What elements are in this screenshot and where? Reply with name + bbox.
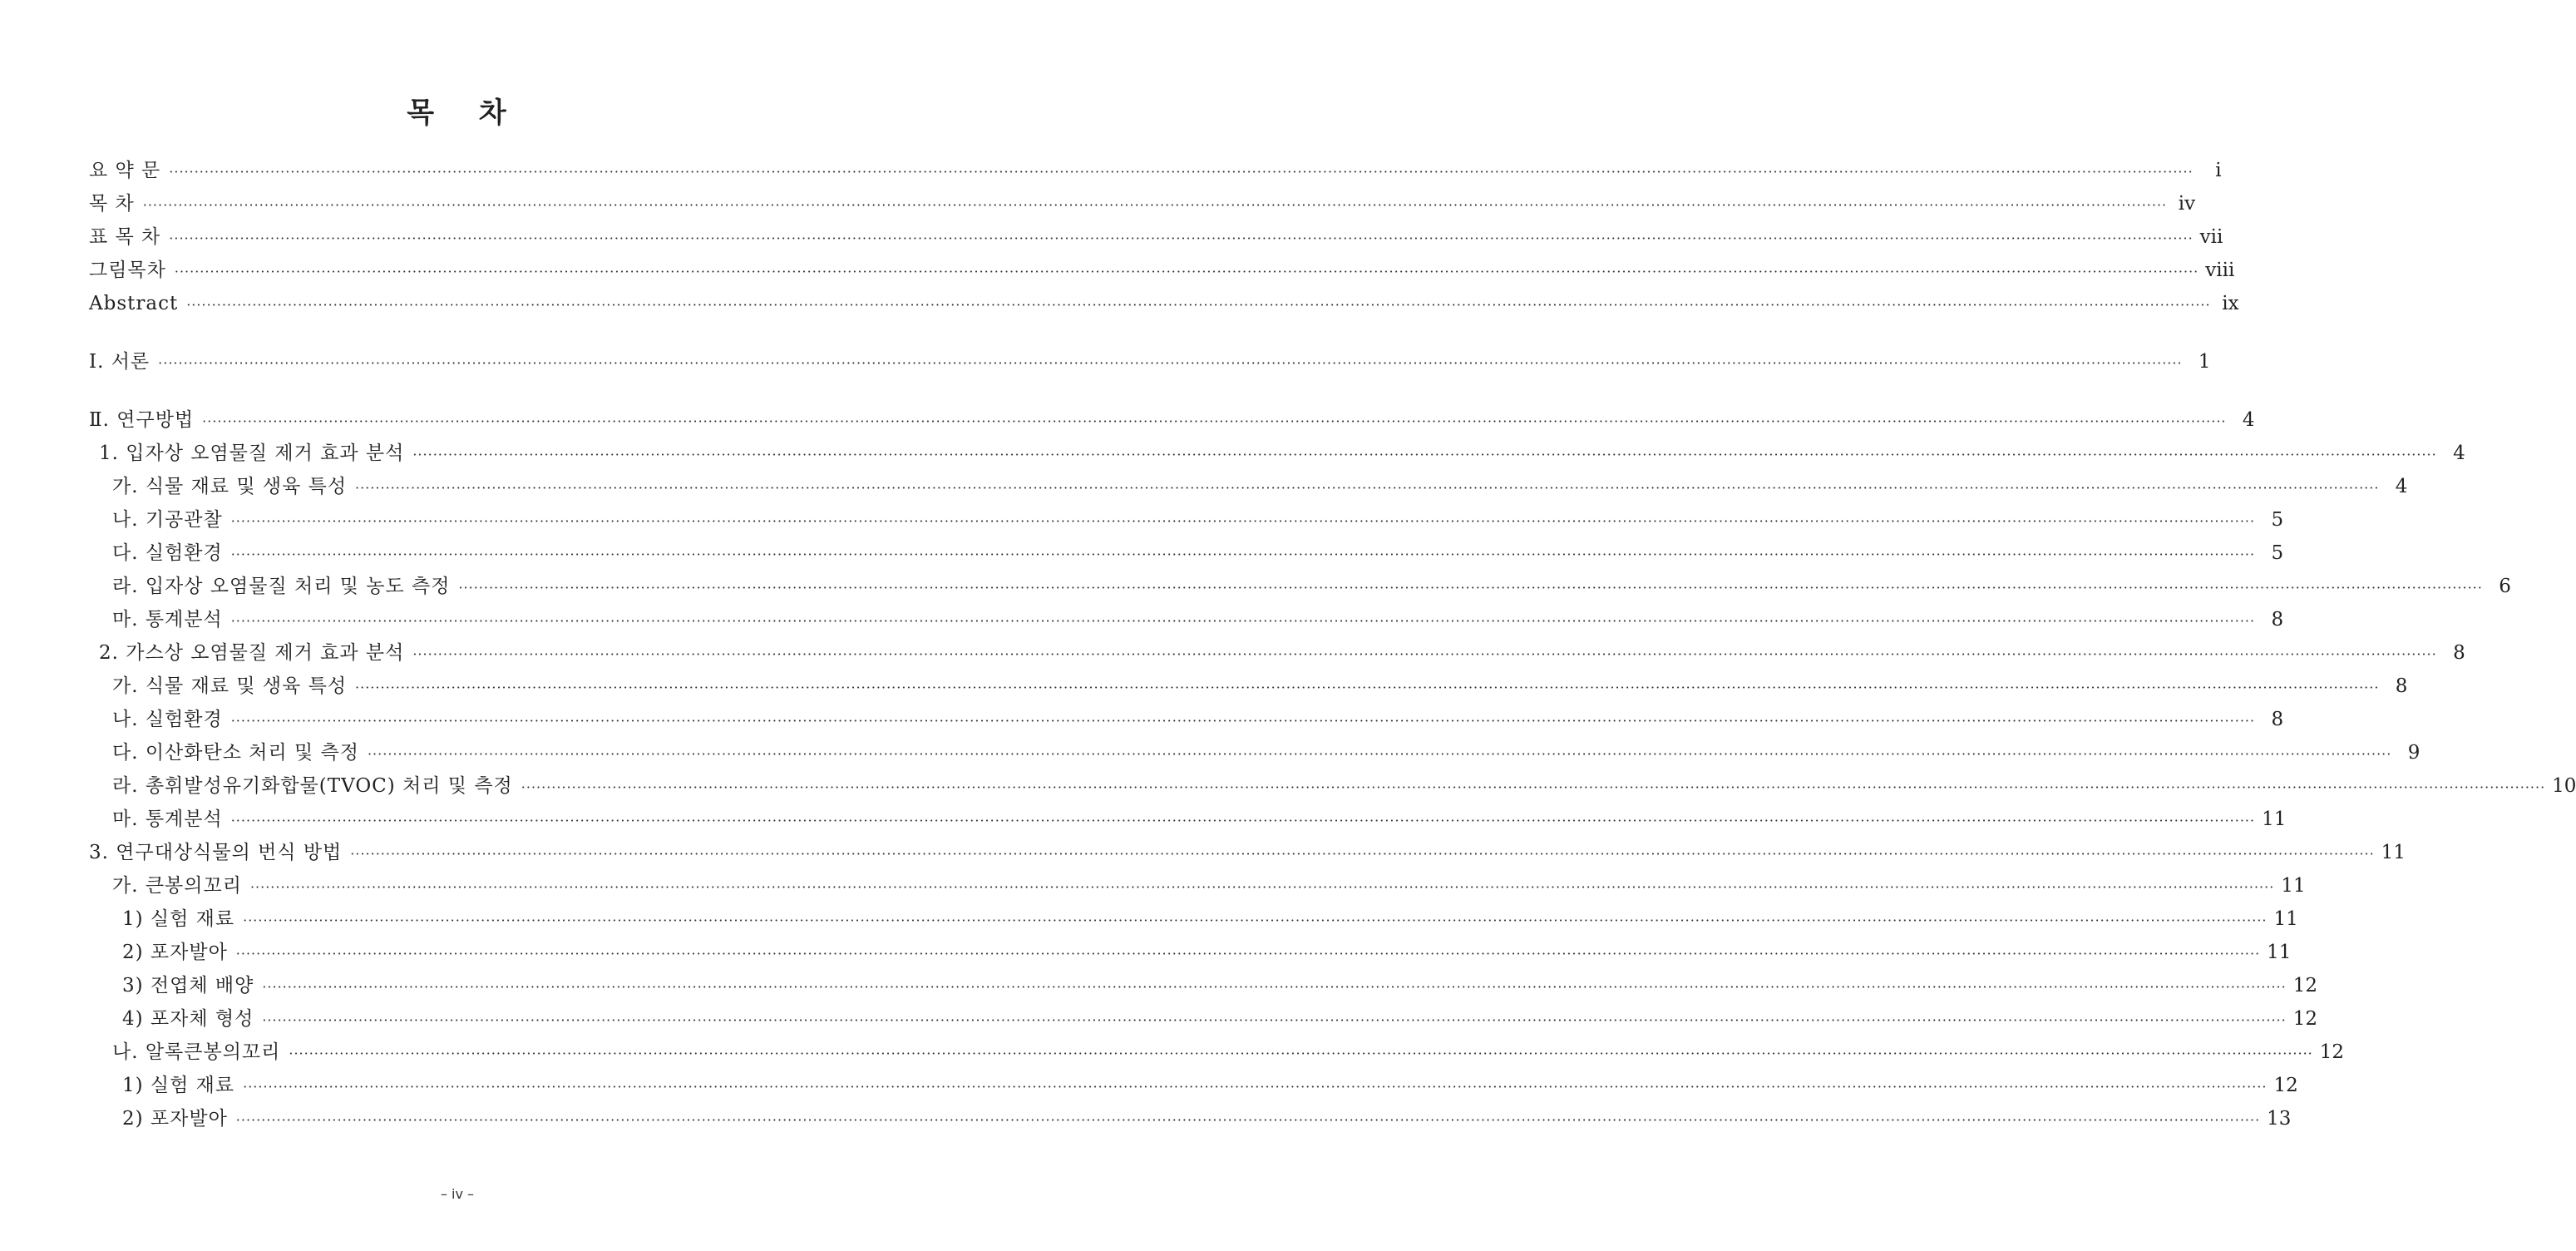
- toc-entry-label: 라. 총휘발성유기화합물(TVOC) 처리 및 측정: [112, 775, 513, 797]
- table-of-contents: [89, 154, 2576, 1135]
- toc-leader-dots: ················································································································································································································································································································································································································: [202, 413, 2227, 429]
- page-number-footer: – iv –: [440, 1186, 475, 1202]
- toc-entry-label: 3) 전엽체 배양: [122, 975, 254, 996]
- toc-entry[interactable]: [89, 603, 2284, 636]
- toc-entry[interactable]: [89, 154, 2222, 187]
- toc-entry-page: 4: [2453, 443, 2465, 464]
- toc-entry-page: 4: [2395, 476, 2408, 497]
- toc-entry-label: 그림목차: [89, 260, 166, 281]
- toc-entry-label: 마. 통계분석: [112, 609, 223, 630]
- toc-entry-label: 가. 큰봉의꼬리: [112, 875, 242, 897]
- toc-entry-page: 10: [2552, 775, 2576, 797]
- toc-spacer: [89, 320, 826, 345]
- toc-entry-page: 12: [2292, 1008, 2317, 1030]
- toc-leader-dots: ················································································································································································································································································································································································································: [355, 680, 2380, 695]
- toc-entry-page: 11: [2273, 908, 2298, 930]
- toc-entry-page: 11: [2262, 808, 2287, 830]
- toc-entry-label: 가. 식물 재료 및 생육 특성: [112, 476, 348, 497]
- toc-entry-label: 나. 기공관찰: [112, 509, 223, 531]
- toc-entry-label: 나. 실험환경: [112, 709, 223, 730]
- toc-leader-dots: ················································································································································································································································································································································································································: [521, 779, 2546, 795]
- toc-leader-dots: ················································································································································································································································································································································································································: [367, 746, 2392, 762]
- toc-entry-page: 1: [2198, 351, 2211, 373]
- toc-entry-label: 가. 식물 재료 및 생육 특성: [112, 675, 348, 697]
- toc-entry-label: 요 약 문: [89, 160, 161, 181]
- toc-leader-dots: ················································································································································································································································································································································································································: [249, 879, 2275, 895]
- toc-entry[interactable]: [89, 345, 2211, 378]
- toc-entry-page: 11: [2267, 942, 2292, 963]
- toc-entry-page: 5: [2271, 509, 2284, 531]
- toc-entry-page: iv: [2178, 193, 2196, 215]
- toc-leader-dots: ················································································································································································································································································································································································································: [230, 613, 2256, 629]
- toc-entry-page: 11: [2381, 842, 2406, 863]
- toc-entry[interactable]: [89, 703, 2284, 736]
- toc-leader-dots: ················································································································································································································································································································································································································: [412, 646, 2437, 662]
- toc-entry[interactable]: [89, 220, 2223, 254]
- toc-entry[interactable]: [89, 803, 2287, 836]
- toc-entry-label: 마. 통계분석: [112, 808, 223, 830]
- toc-entry-label: 4) 포자체 형성: [122, 1008, 254, 1030]
- toc-entry-page: 8: [2271, 609, 2284, 630]
- toc-entry[interactable]: [89, 869, 2306, 902]
- toc-leader-dots: ················································································································································································································································································································································································································: [186, 297, 2211, 313]
- toc-entry-page: 8: [2453, 642, 2465, 664]
- toc-chapter-1: [89, 345, 2211, 378]
- toc-entry-label: 2) 포자발아: [122, 942, 228, 963]
- toc-leader-dots: ················································································································································································································································································································································································································: [458, 580, 2483, 596]
- toc-leader-dots: ················································································································································································································································································································································································································: [230, 546, 2256, 562]
- toc-entry-label: Ⅰ. 서론: [89, 351, 151, 373]
- toc-entry-label: 나. 알록큰봉의꼬리: [112, 1041, 281, 1063]
- toc-entry[interactable]: [89, 1036, 2345, 1069]
- page-title: 목 차: [407, 96, 508, 130]
- toc-entry[interactable]: [89, 187, 2196, 220]
- toc-entry-page: ix: [2222, 293, 2239, 314]
- toc-entry-page: 11: [2281, 875, 2306, 897]
- toc-entry-label: 표 목 차: [89, 226, 161, 248]
- toc-leader-dots: ················································································································································································································································································································································································································: [235, 1112, 2261, 1128]
- toc-leader-dots: ················································································································································································································································································································································································································: [262, 1012, 2287, 1028]
- toc-entry[interactable]: [89, 736, 2421, 769]
- toc-entry-label: 다. 실험환경: [112, 542, 223, 564]
- toc-entry-page: 8: [2271, 709, 2284, 730]
- toc-front-matter: [89, 154, 2239, 320]
- toc-entry[interactable]: [89, 1102, 2292, 1135]
- toc-leader-dots: ················································································································································································································································································································································································································: [412, 447, 2437, 462]
- toc-entry-label: 3. 연구대상식물의 번식 방법: [89, 842, 343, 863]
- toc-leader-dots: ················································································································································································································································································································································································································: [355, 480, 2380, 496]
- toc-entry[interactable]: [89, 570, 2511, 603]
- toc-entry-label: 1) 실험 재료: [122, 1075, 235, 1096]
- toc-entry[interactable]: [89, 503, 2284, 536]
- toc-entry-label: 1) 실험 재료: [122, 908, 235, 930]
- toc-leader-dots: ················································································································································································································································································································································································································: [350, 846, 2375, 862]
- toc-entry[interactable]: [89, 902, 2298, 936]
- toc-entry[interactable]: [89, 636, 2465, 670]
- toc-entry-page: 12: [2292, 975, 2317, 996]
- toc-entry[interactable]: [89, 437, 2465, 470]
- toc-entry-label: 1. 입자상 오염물질 제거 효과 분석: [99, 443, 405, 464]
- toc-entry[interactable]: [89, 536, 2284, 570]
- toc-entry-page: 5: [2271, 542, 2284, 564]
- toc-leader-dots: ················································································································································································································································································································································································································: [230, 513, 2256, 529]
- toc-entry[interactable]: [89, 936, 2292, 969]
- toc-entry[interactable]: [89, 836, 2406, 869]
- toc-entry-page: 12: [2319, 1041, 2345, 1063]
- toc-leader-dots: ················································································································································································································································································································································································································: [243, 1079, 2268, 1095]
- toc-entry[interactable]: [89, 1002, 2317, 1036]
- toc-entry-page: vii: [2199, 226, 2223, 248]
- toc-entry[interactable]: [89, 670, 2408, 703]
- toc-leader-dots: ················································································································································································································································································································································································································: [169, 230, 2194, 246]
- toc-entry[interactable]: [89, 769, 2576, 803]
- toc-leader-dots: ················································································································································································································································································································································································································: [262, 979, 2287, 995]
- toc-leader-dots: ················································································································································································································································································································································································································: [142, 197, 2168, 213]
- toc-entry-label: Ⅱ. 연구방법: [89, 409, 195, 431]
- toc-leader-dots: ················································································································································································································································································································································································································: [230, 713, 2256, 729]
- toc-entry-page: i: [2215, 160, 2222, 181]
- toc-leader-dots: ················································································································································································································································································································································································································: [169, 164, 2194, 180]
- toc-entry-label: 다. 이산화탄소 처리 및 측정: [112, 742, 359, 764]
- toc-leader-dots: ················································································································································································································································································································································································································: [289, 1046, 2313, 1061]
- toc-entry-page: viii: [2205, 260, 2235, 281]
- toc-leader-dots: ················································································································································································································································································································································································································: [158, 355, 2183, 371]
- toc-entry[interactable]: [89, 254, 2235, 287]
- toc-entry-label: Abstract: [89, 293, 179, 314]
- toc-leader-dots: ················································································································································································································································································································································································································: [235, 946, 2261, 962]
- toc-entry[interactable]: [89, 403, 2255, 437]
- toc-entry-page: 12: [2273, 1075, 2298, 1096]
- toc-leader-dots: ················································································································································································································································································································································································································: [174, 264, 2199, 279]
- toc-entry[interactable]: [89, 287, 2239, 320]
- toc-entry-page: 13: [2267, 1108, 2292, 1130]
- toc-leader-dots: ················································································································································································································································································································································································································: [243, 912, 2268, 928]
- toc-entry-label: 목 차: [89, 193, 135, 215]
- toc-entry-page: 9: [2407, 742, 2421, 764]
- toc-spacer: [89, 378, 826, 403]
- toc-entry-label: 라. 입자상 오염물질 처리 및 농도 측정: [112, 576, 451, 597]
- toc-chapter-2: [89, 403, 2576, 1135]
- toc-entry-page: 8: [2395, 675, 2408, 697]
- toc-entry[interactable]: [89, 470, 2408, 503]
- toc-entry-label: 2) 포자발아: [122, 1108, 228, 1130]
- toc-entry-page: 4: [2242, 409, 2255, 431]
- toc-entry-page: 6: [2499, 576, 2511, 597]
- toc-entry[interactable]: [89, 1069, 2298, 1102]
- toc-leader-dots: ················································································································································································································································································································································································································: [230, 813, 2256, 828]
- toc-entry[interactable]: [89, 969, 2317, 1002]
- toc-entry-label: 2. 가스상 오염물질 제거 효과 분석: [99, 642, 405, 664]
